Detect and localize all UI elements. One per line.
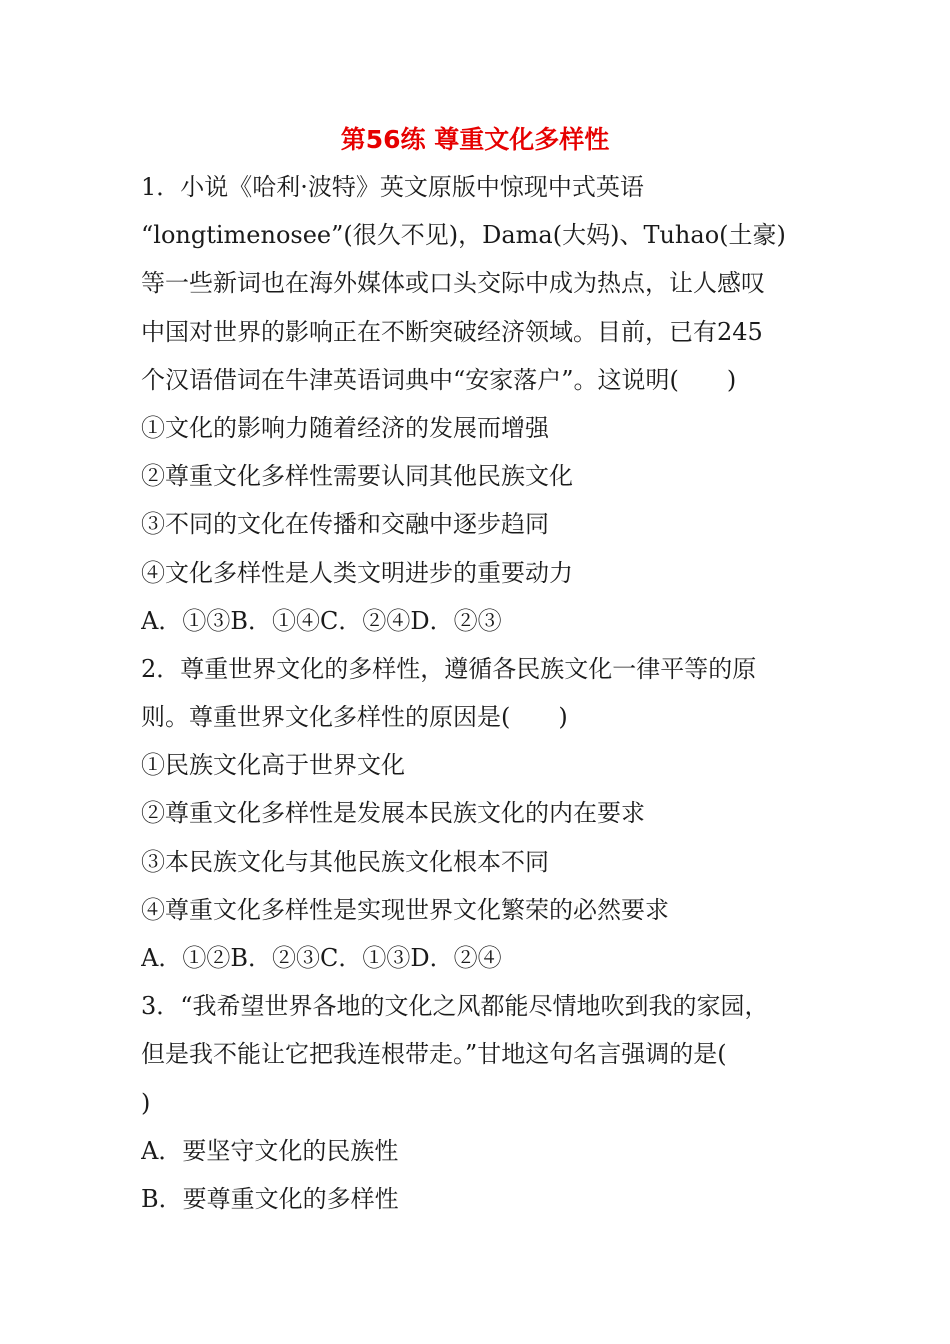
q1-stem-line-3: 等一些新词也在海外媒体或口头交际中成为热点，让人感叹	[141, 269, 765, 298]
q2-answer-options: A．①②B．②③C．①③D．②④	[141, 944, 502, 972]
q1-stem-line-1: 1．小说《哈利·波特》英文原版中惊现中式英语	[141, 173, 644, 201]
q3-option-a: A．要坚守文化的民族性	[141, 1136, 399, 1165]
q3-stem-line-2: 但是我不能让它把我连根带走。”甘地这句名言强调的是(	[141, 1040, 727, 1069]
q2-statement-1: ①民族文化高于世界文化	[141, 751, 405, 780]
q1-stem-line-2: “longtimenosee”(很久不见)，Dama(大妈)、Tuhao(土豪)	[141, 221, 786, 250]
q1-statement-1: ①文化的影响力随着经济的发展而增强	[141, 413, 549, 442]
q3-stem-line-1: 3．“我希望世界各地的文化之风都能尽情地吹到我的家园，	[141, 992, 769, 1021]
q1-stem-line-5: 个汉语借词在牛津英语词典中“安家落户”。这说明( )	[141, 365, 737, 394]
q1-statement-3: ③不同的文化在传播和交融中逐步趋同	[141, 510, 549, 539]
q2-statement-4: ④尊重文化多样性是实现世界文化繁荣的必然要求	[141, 895, 669, 924]
q2-statement-2: ②尊重文化多样性是发展本民族文化的内在要求	[141, 799, 645, 828]
q1-statement-2: ②尊重文化多样性需要认同其他民族文化	[141, 462, 573, 491]
q1-answer-options: A．①③B．①④C．②④D．②③	[141, 606, 502, 635]
q2-stem-line-2: 则。尊重世界文化多样性的原因是( )	[141, 703, 568, 732]
page-title: 第56练 尊重文化多样性	[340, 125, 610, 154]
q3-stem-line-3: )	[141, 1088, 151, 1117]
q1-stem-line-4: 中国对世界的影响正在不断突破经济领域。目前，已有245	[141, 317, 763, 346]
q1-statement-4: ④文化多样性是人类文明进步的重要动力	[141, 558, 573, 587]
q2-statement-3: ③本民族文化与其他民族文化根本不同	[141, 847, 549, 876]
document-body	[141, 163, 831, 1223]
q2-stem-line-1: 2．尊重世界文化的多样性，遵循各民族文化一律平等的原	[141, 654, 757, 683]
q3-option-b: B．要尊重文化的多样性	[141, 1184, 399, 1213]
